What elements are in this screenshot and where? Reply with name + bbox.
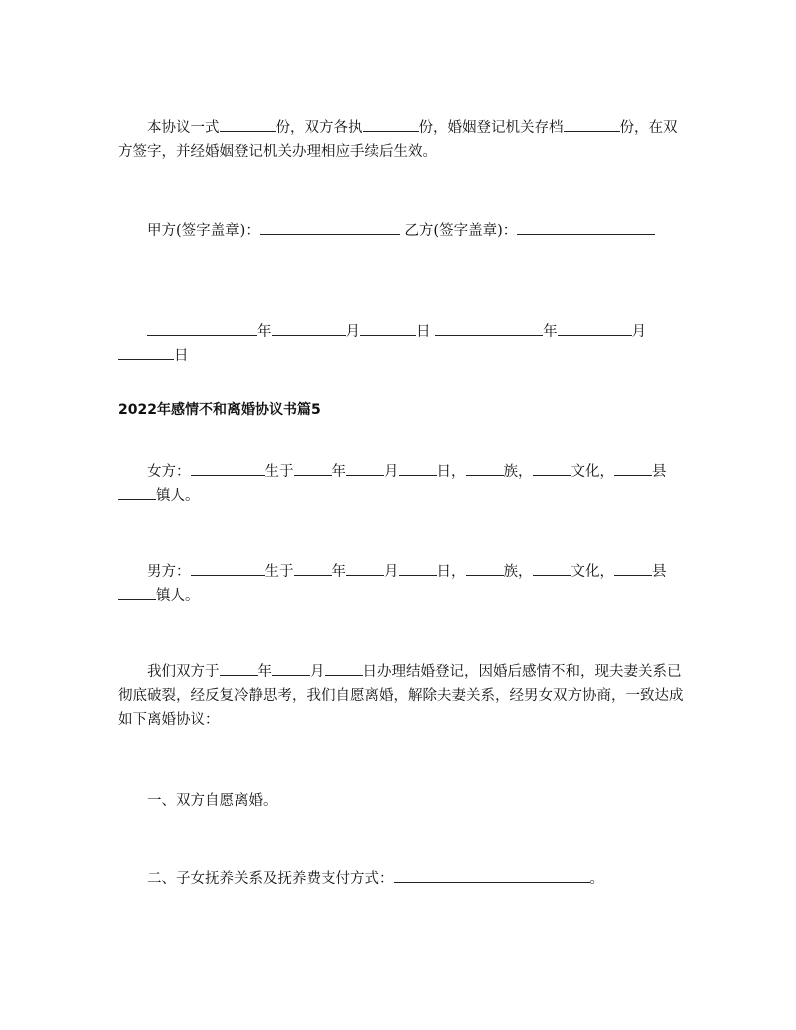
blank-line	[466, 560, 504, 576]
blank-line	[118, 484, 156, 500]
blank-line	[147, 320, 257, 336]
text-segment: 镇人。	[156, 488, 200, 504]
blank-line	[220, 660, 258, 676]
text-segment: 。	[589, 871, 604, 887]
text-segment: 族，	[503, 564, 533, 580]
date-line	[118, 320, 684, 368]
day-label: 日	[436, 564, 451, 580]
blank-line	[614, 460, 652, 476]
blank-line	[399, 560, 437, 576]
female-label: 女方：	[147, 464, 191, 480]
blank-line	[325, 660, 363, 676]
blank-line	[564, 116, 620, 132]
signature-line	[118, 219, 684, 243]
marriage-statement	[118, 660, 684, 732]
blank-line	[294, 560, 332, 576]
year-label: 年	[257, 324, 272, 340]
text-segment: 文化，	[570, 564, 614, 580]
blank-line	[346, 460, 384, 476]
blank-line	[294, 460, 332, 476]
clause-one: 一、双方自愿离婚。	[147, 793, 278, 809]
blank-line	[118, 584, 156, 600]
section-title: 2022年感情不和离婚协议书篇5	[118, 402, 321, 418]
text-segment: 县	[652, 564, 667, 580]
text-segment: 我们双方于	[147, 664, 220, 680]
blank-line	[191, 560, 265, 576]
year-label: 年	[331, 464, 346, 480]
blank-line	[220, 116, 276, 132]
text-segment: 份，婚姻登记机关存档	[418, 120, 564, 136]
blank-line	[363, 116, 419, 132]
month-label: 月	[345, 324, 360, 340]
blank-line	[533, 560, 571, 576]
blank-line	[533, 460, 571, 476]
text-segment: 生于	[264, 464, 294, 480]
month-label: 月	[631, 324, 647, 340]
text-segment: 县	[652, 464, 667, 480]
blank-line	[346, 560, 384, 576]
party-b-signature-label: 乙方(签字盖章)：	[404, 223, 518, 239]
blank-line	[360, 320, 416, 336]
year-label: 年	[331, 564, 346, 580]
text-segment: 二、子女抚养关系及抚养费支付方式：	[147, 871, 394, 887]
blank-line	[466, 460, 504, 476]
text-segment: 文化，	[570, 464, 614, 480]
text-segment: 镇人。	[156, 588, 200, 604]
text-segment: 份，在双方签字，并经婚姻登记机关办理相应手续后生效。	[118, 120, 678, 160]
day-label: 日	[174, 348, 189, 364]
blank-line	[272, 660, 310, 676]
female-party-info	[118, 460, 684, 508]
text-segment: 份，双方各执	[275, 120, 363, 136]
year-label: 年	[543, 324, 558, 340]
month-label: 月	[384, 464, 399, 480]
year-label: 年	[257, 664, 272, 680]
text-segment: 族，	[503, 464, 533, 480]
blank-line	[272, 320, 346, 336]
text-segment: 日办理结婚登记，因婚后感情不和，现夫妻关系已彻底破裂，经反复冷静思考，我们自愿离婚，解除夫妻关系，经男女双方协商，一致达成如下离婚协议：	[118, 664, 684, 728]
blank-line	[394, 867, 590, 883]
text-segment: 本协议一式	[147, 120, 220, 136]
blank-line	[614, 560, 652, 576]
male-party-info	[118, 560, 684, 608]
text-segment: ，	[451, 464, 466, 480]
blank-line	[191, 460, 265, 476]
blank-line	[517, 219, 655, 235]
blank-line	[118, 344, 174, 360]
text-segment: ，	[451, 564, 466, 580]
month-label: 月	[310, 664, 325, 680]
clause-two	[118, 867, 684, 891]
blank-line	[260, 219, 400, 235]
day-label: 日	[436, 464, 451, 480]
male-label: 男方：	[147, 564, 191, 580]
month-label: 月	[384, 564, 399, 580]
blank-line	[435, 320, 543, 336]
day-label: 日	[416, 324, 431, 340]
blank-line	[399, 460, 437, 476]
party-a-signature-label: 甲方(签字盖章)：	[147, 223, 260, 239]
text-segment: 生于	[264, 564, 294, 580]
copies-clause	[118, 116, 684, 164]
blank-line	[558, 320, 632, 336]
